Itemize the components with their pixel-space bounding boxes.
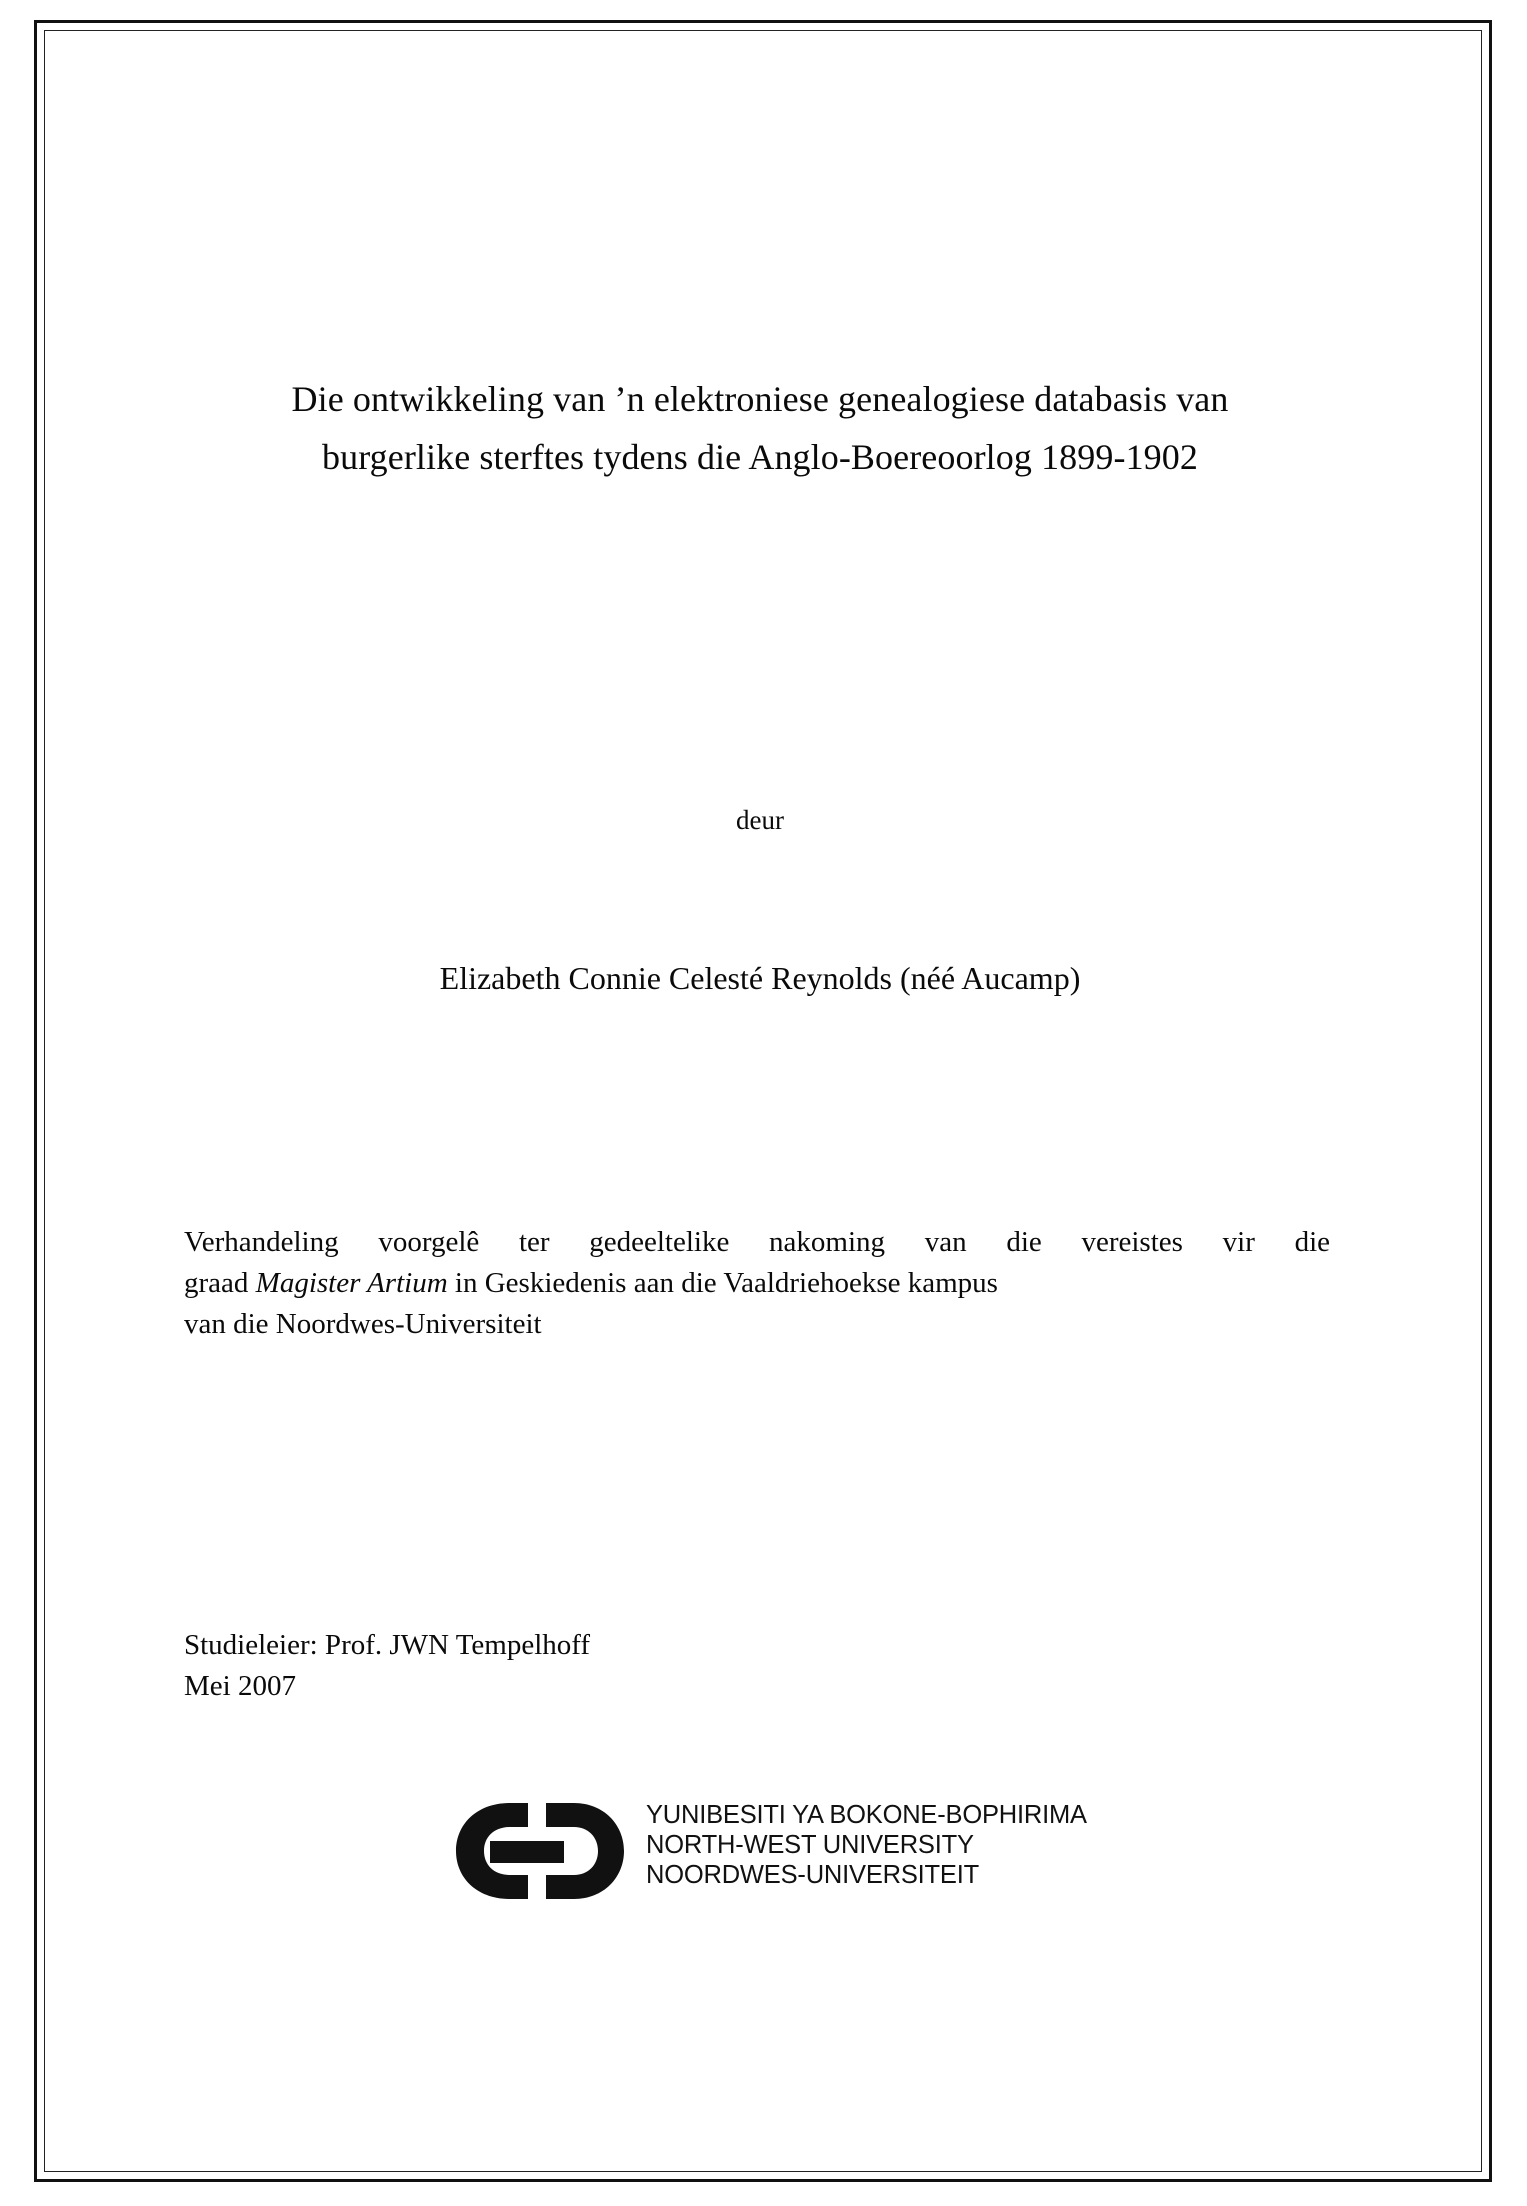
page-title: [180, 370, 1340, 487]
logo-text-line-2: NORTH-WEST UNIVERSITY: [646, 1830, 974, 1859]
university-logo-text: [646, 1801, 1087, 1890]
nwu-logo-icon: [450, 1797, 640, 1905]
supervisor-line: Studieleier: Prof. JWN Tempelhoff: [184, 1629, 591, 1661]
degree-statement-line-1: Verhandeling voorgelê ter gedeeltelike nakoming van die vereistes vir die: [184, 1226, 1330, 1258]
date-line: Mei 2007: [184, 1670, 296, 1703]
degree-statement-line-2: [184, 1263, 1330, 1304]
degree-statement: [184, 1222, 1330, 1346]
author-name: Elizabeth Connie Celesté Reynolds (néé Aucamp): [439, 960, 1081, 996]
page-content: [180, 0, 1340, 2206]
by-label: deur: [736, 805, 784, 835]
university-logo: [450, 1795, 1090, 1915]
logo-text-line-1: YUNIBESITI YA BOKONE-BOPHIRIMA: [646, 1801, 1087, 1829]
degree-statement-line-2-suffix: in Geskiedenis aan die Vaaldriehoekse kampus: [447, 1267, 998, 1300]
title-line-2: burgerlike sterftes tydens die Anglo-Boereoorlog 1899-1902: [322, 437, 1198, 478]
logo-text-line-3: NOORDWES-UNIVERSITEIT: [646, 1860, 979, 1889]
degree-name-italic: Magister Artium: [255, 1267, 448, 1300]
title-line-1: Die ontwikkeling van ’n elektroniese genealogiese databasis van: [291, 379, 1229, 419]
supervisor-block: [184, 1625, 1084, 1707]
degree-statement-line-3: van die Noordwes-Universiteit: [184, 1308, 542, 1341]
degree-statement-line-2-prefix: graad: [184, 1267, 256, 1300]
